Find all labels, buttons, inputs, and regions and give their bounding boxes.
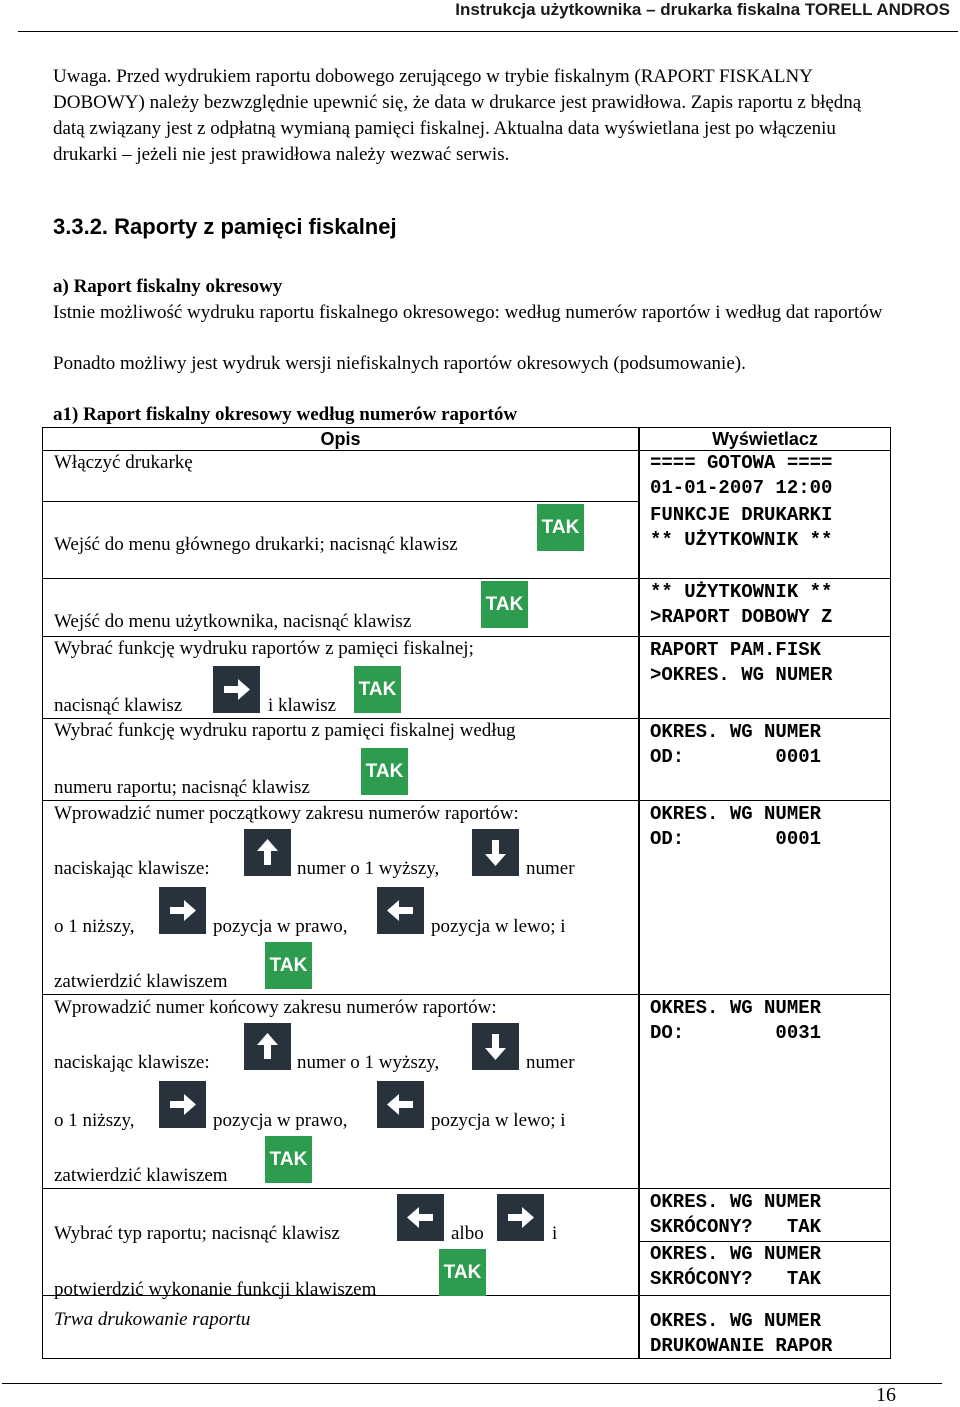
step-text: numer o 1 wyższy,: [297, 1052, 440, 1073]
tak-key-icon: TAK: [265, 1136, 312, 1183]
arrow-down-key-icon: [472, 1023, 519, 1070]
procedure-table: [42, 427, 891, 1359]
display-readout: ==== GOTOWA ==== 01-01-2007 12:00: [650, 452, 833, 499]
footer-divider: [2, 1383, 942, 1384]
step-text: naciskając klawisze:: [54, 1052, 210, 1073]
arrow-up-key-icon: [244, 829, 291, 876]
row-divider: [43, 800, 890, 801]
display-readout: RAPORT PAM.FISK >OKRES. WG NUMER: [650, 639, 833, 686]
step-text: Wprowadzić numer końcowy zakresu numerów raportów:: [54, 997, 497, 1018]
display-readout: OKRES. WG NUMER SKRÓCONY? TAK: [650, 1243, 822, 1290]
arrow-right-key-icon: [213, 666, 260, 713]
arrow-left-key-icon: [377, 1081, 424, 1128]
warning-paragraph: Uwaga. Przed wydrukiem raportu dobowego zerującego w trybie fiskalnym (RAPORT FISKALNY DOBOWY) należy bezwzględnie upewnić się, że data w drukarce jest prawidłowa. Zapis raportu z błędną datą związany jest z odpłatną wymianą pamięci fiskalnej. Aktualna data wyświetlana jest po włączeniu drukarki – jeżeli nie jest prawidłowa należy wezwać serwis.: [53, 66, 862, 165]
step-text: potwierdzić wykonanie funkcji klawiszem: [54, 1279, 377, 1300]
display-readout: ** UŻYTKOWNIK ** >RAPORT DOBOWY Z: [650, 581, 833, 628]
column-divider: [638, 428, 640, 1358]
step-text: Wybrać funkcję wydruku raportów z pamięci fiskalnej;: [54, 638, 474, 659]
display-readout: OKRES. WG NUMER OD: 0001: [650, 721, 822, 768]
header-title: Instrukcja użytkownika – drukarka fiskalna TORELL ANDROS: [455, 0, 950, 19]
step-text: pozycja w prawo,: [213, 1110, 348, 1131]
row-divider: [43, 718, 890, 719]
arrow-left-key-icon: [397, 1194, 444, 1241]
tak-key-icon: TAK: [537, 504, 584, 551]
step-text: pozycja w prawo,: [213, 916, 348, 937]
step-text: pozycja w lewo; i: [431, 916, 566, 937]
display-readout: OKRES. WG NUMER OD: 0001: [650, 803, 822, 850]
tak-key-icon: TAK: [481, 581, 528, 628]
step-text: zatwierdzić klawiszem: [54, 971, 228, 992]
column-header-display: Wyświetlacz: [712, 429, 818, 449]
subsection-a1-heading: a1) Raport fiskalny okresowy według numerów raportów: [53, 404, 518, 425]
row-divider: [43, 578, 890, 579]
tak-key-icon: TAK: [354, 666, 401, 713]
step-text: o 1 niższy,: [54, 1110, 135, 1131]
row-divider: [43, 994, 890, 995]
arrow-down-key-icon: [472, 829, 519, 876]
display-readout: OKRES. WG NUMER DO: 0031: [650, 997, 822, 1044]
step-text: pozycja w lewo; i: [431, 1110, 566, 1131]
step-text: i klawisz: [268, 695, 337, 716]
display-readout: FUNKCJE DRUKARKI ** UŻYTKOWNIK **: [650, 504, 833, 551]
row-divider: [43, 1188, 890, 1189]
step-text: Wybrać typ raportu; nacisnąć klawisz: [54, 1223, 340, 1244]
row-divider: [43, 636, 890, 637]
step-text: Wejść do menu głównego drukarki; nacisnąć klawisz: [54, 534, 458, 555]
subsection-a-body: Istnie możliwość wydruku raportu fiskalnego okresowego: według numerów raportów i według dat raportów: [53, 302, 883, 323]
arrow-right-key-icon: [159, 887, 206, 934]
header-divider: [18, 31, 958, 32]
display-readout: OKRES. WG NUMER DRUKOWANIE RAPOR: [650, 1310, 833, 1357]
step-text: nacisnąć klawisz: [54, 695, 183, 716]
step-text: o 1 niższy,: [54, 916, 135, 937]
display-readout: OKRES. WG NUMER SKRÓCONY? TAK: [650, 1191, 822, 1238]
tak-key-icon: TAK: [361, 748, 408, 795]
row-divider: [43, 501, 639, 502]
step-text: Trwa drukowanie raportu: [54, 1309, 251, 1330]
column-header-description: Opis: [320, 429, 361, 449]
step-text: numer o 1 wyższy,: [297, 858, 440, 879]
arrow-left-key-icon: [377, 887, 424, 934]
page-number: 16: [876, 1384, 896, 1406]
section-heading: 3.3.2. Raporty z pamięci fiskalnej: [53, 214, 397, 239]
step-text: Włączyć drukarkę: [54, 452, 193, 473]
tak-key-icon: TAK: [265, 942, 312, 989]
tak-key-icon: TAK: [439, 1249, 486, 1296]
step-text: i: [552, 1223, 558, 1244]
step-text: zatwierdzić klawiszem: [54, 1165, 228, 1186]
step-text: numeru raportu; nacisnąć klawisz: [54, 777, 310, 798]
step-text: albo: [451, 1223, 484, 1244]
arrow-up-key-icon: [244, 1023, 291, 1070]
subsection-a-heading: a) Raport fiskalny okresowy: [53, 276, 283, 297]
step-text: numer: [526, 858, 575, 879]
step-text: numer: [526, 1052, 575, 1073]
subsection-a-note: Ponadto możliwy jest wydruk wersji niefiskalnych raportów okresowych (podsumowanie).: [53, 353, 746, 374]
arrow-right-key-icon: [159, 1081, 206, 1128]
step-text: Wybrać funkcję wydruku raportu z pamięci fiskalnej według: [54, 720, 516, 741]
step-text: Wprowadzić numer początkowy zakresu numerów raportów:: [54, 803, 519, 824]
arrow-right-key-icon: [497, 1194, 544, 1241]
step-text: Wejść do menu użytkownika, nacisnąć klawisz: [54, 611, 412, 632]
step-text: naciskając klawisze:: [54, 858, 210, 879]
